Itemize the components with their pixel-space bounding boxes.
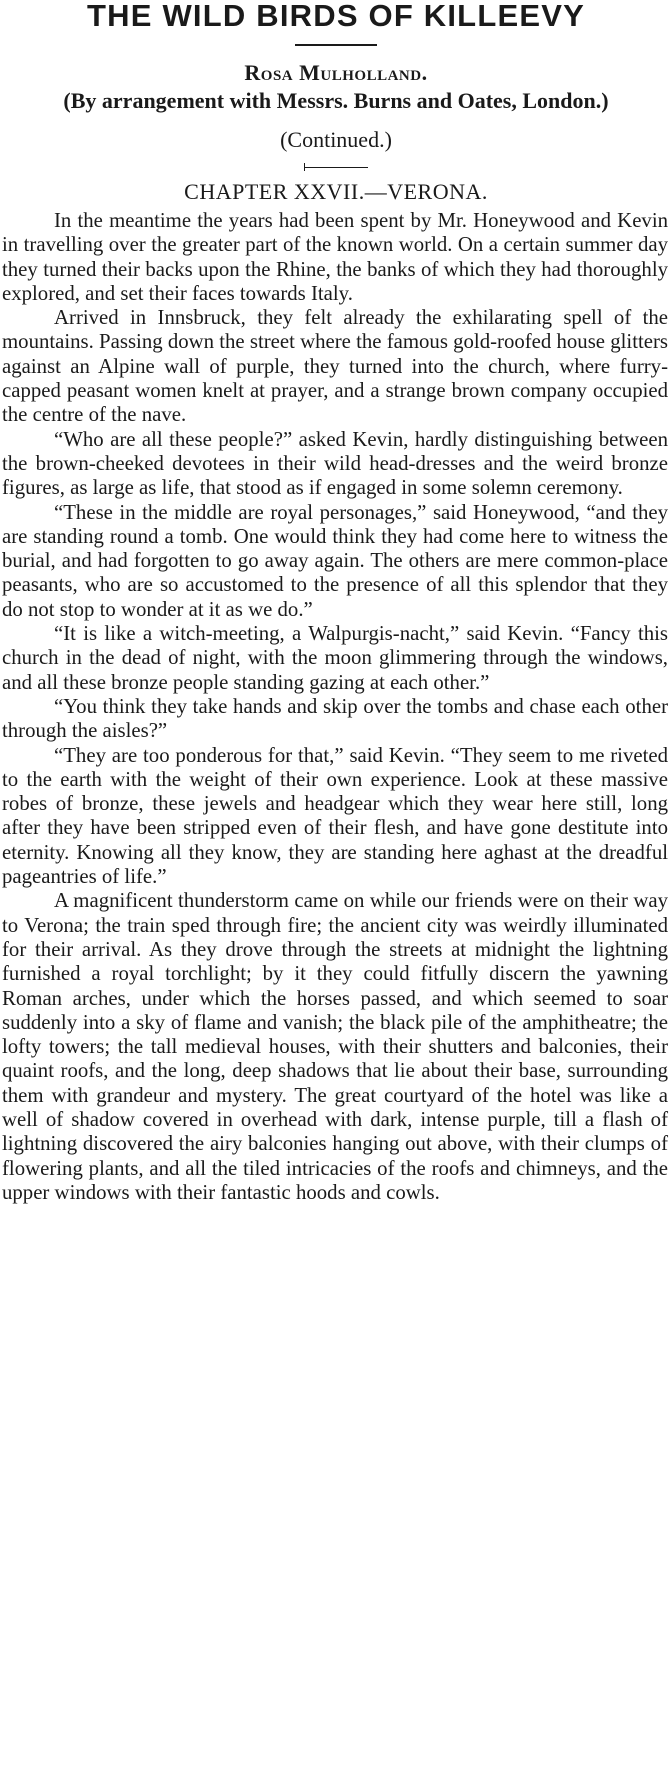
paragraph: “Who are all these people?” asked Kevin, hardly distinguishing between the brown-cheeked devotees in their wild head-dresses and the weird bronze figures, as large as life, that stood as if engaged in some solemn ceremony. [2,427,668,500]
paragraph: In the meantime the years had been spent by Mr. Honeywood and Kevin in travelling over the greater part of the known world. On a certain summer day they turned their backs upon the Rhine, the banks of which they had thoroughly explored, and set their faces towards Italy. [2,209,668,305]
title-rule [295,44,377,46]
paragraph: Arrived in Innsbruck, they felt already the exhilarating spell of the mountains. Passing down the street where the famous gold-roofed house glitters against an Alpine wall of purple, they turned into the church, where furry-capped peasant women knelt at prayer, and a strange brown company occupied the centre of the nave. [2,306,668,427]
arrangement-note: (By arrangement with Messrs. Burns and Oates, London.) [63,88,609,113]
paragraph: “You think they take hands and skip over the tombs and chase each other through the aisles?” [2,694,668,743]
article-body [2,209,668,1205]
chapter-heading: CHAPTER XXVII.—VERONA. [184,179,488,204]
paragraph: “They are too ponderous for that,” said Kevin. “They seem to me riveted to the earth with the weight of their own experience. Look at these massive robes of bronze, these jewels and headgear which they wear here still, long after they have been stripped even of their flesh, and have gone destitute into eternity. Knowing all they know, they are standing here aghast at the dreadful pageantries of life.” [2,743,668,889]
section-rule [304,163,368,171]
author-byline: Rosa Mulholland. [244,60,428,85]
story-title: THE WILD BIRDS OF KILLEEVY [87,0,585,33]
continued-label: (Continued.) [280,127,392,152]
paragraph: “It is like a witch-meeting, a Walpurgis-nacht,” said Kevin. “Fancy this church in the dead of night, with the moon glimmering through the windows, and all these bronze people standing gazing at each other.” [2,622,668,694]
paragraph: “These in the middle are royal personages,” said Honeywood, “and they are standing round a tomb. One would think they had come here to witness the burial, and had forgotten to go away again. The others are mere common-place peasants, who are so accustomed to the presence of all this splendor that they do not stop to wonder at it as we do.” [2,500,668,621]
paragraph: A magnificent thunderstorm came on while our friends were on their way to Verona; the train sped through fire; the ancient city was weirdly illuminated for their arrival. As they drove through the streets at midnight the lightning furnished a royal torchlight; by it they could fitfully discern the yawning Roman arches, under which the horses passed, and which seemed to soar suddenly into a sky of flame and vanish; the black pile of the amphitheatre; the lofty towers; the tall medieval houses, with their shutters and balconies, their quaint roofs, and the long, deep shadows that lie about their base, surrounding them with grandeur and mystery. The great courtyard of the hotel was like a well of shadow covered in overhead with dark, intense purple, till a flash of lightning discovered the airy balconies hanging out above, with their clumps of flowering plants, and all the tiled intricacies of the roofs and chimneys, and the upper windows with their fantastic hoods and cowls. [2,889,668,1204]
